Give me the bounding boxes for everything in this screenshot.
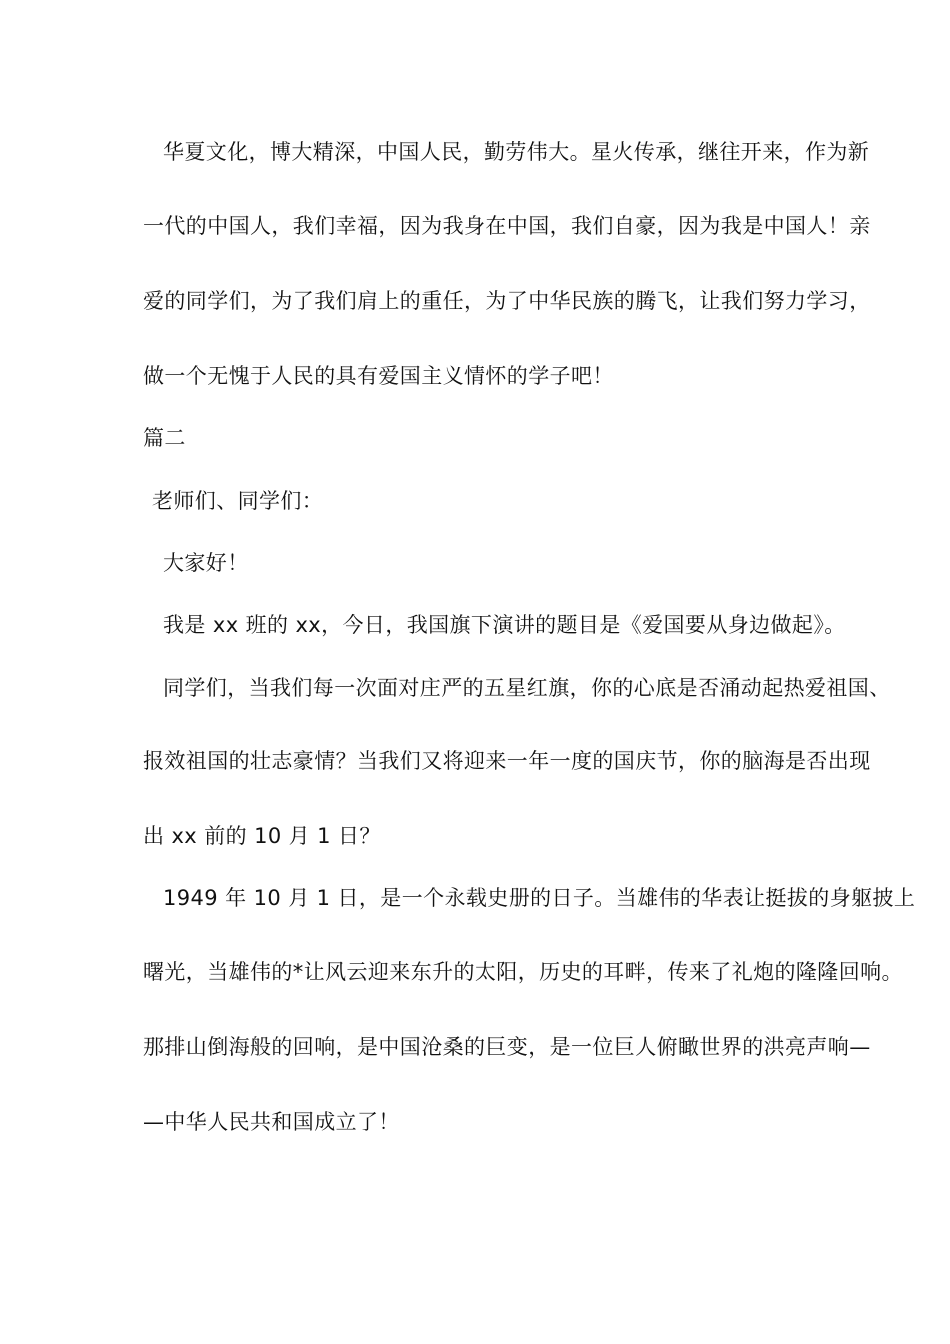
greeting: 大家好！ (163, 551, 249, 575)
salutation: 老师们、同学们： (152, 489, 324, 513)
introduction: 我是 xx 班的 xx，今日，我国旗下演讲的题目是《爱国要从身边做起》。 (163, 613, 846, 637)
paragraph-1-line-3: 爱的同学们，为了我们肩上的重任，为了中华民族的腾飞，让我们努力学习， (143, 289, 871, 313)
paragraph-1-line-1: 华夏文化，博大精深，中国人民，勤劳伟大。星火传承，继往开来，作为新 (163, 140, 870, 164)
paragraph-2-line-1: 同学们，当我们每一次面对庄严的五星红旗，你的心底是否涌动起热爱祖国、 (163, 676, 891, 700)
paragraph-3-line-2: 曙光，当雄伟的*让风云迎来东升的太阳，历史的耳畔，传来了礼炮的隆隆回响。 (143, 960, 903, 984)
paragraph-1-line-4: 做一个无愧于人民的具有爱国主义情怀的学子吧！ (143, 364, 614, 388)
section-heading: 篇二 (143, 426, 186, 450)
paragraph-3-line-1: 1949 年 10 月 1 日，是一个永载史册的日子。当雄伟的华表让挺拔的身躯披上 (163, 886, 916, 910)
paragraph-3-line-3: 那排山倒海般的回响，是中国沧桑的巨变，是一位巨人俯瞰世界的洪亮声响— (143, 1035, 871, 1059)
paragraph-2-line-3: 出 xx 前的 10 月 1 日？ (143, 824, 381, 848)
paragraph-3-line-4: —中华人民共和国成立了！ (143, 1110, 400, 1134)
paragraph-2-line-2: 报效祖国的壮志豪情？当我们又将迎来一年一度的国庆节，你的脑海是否出现 (143, 749, 871, 773)
paragraph-1-line-2: 一代的中国人，我们幸福，因为我身在中国，我们自豪，因为我是中国人！亲 (143, 214, 871, 238)
